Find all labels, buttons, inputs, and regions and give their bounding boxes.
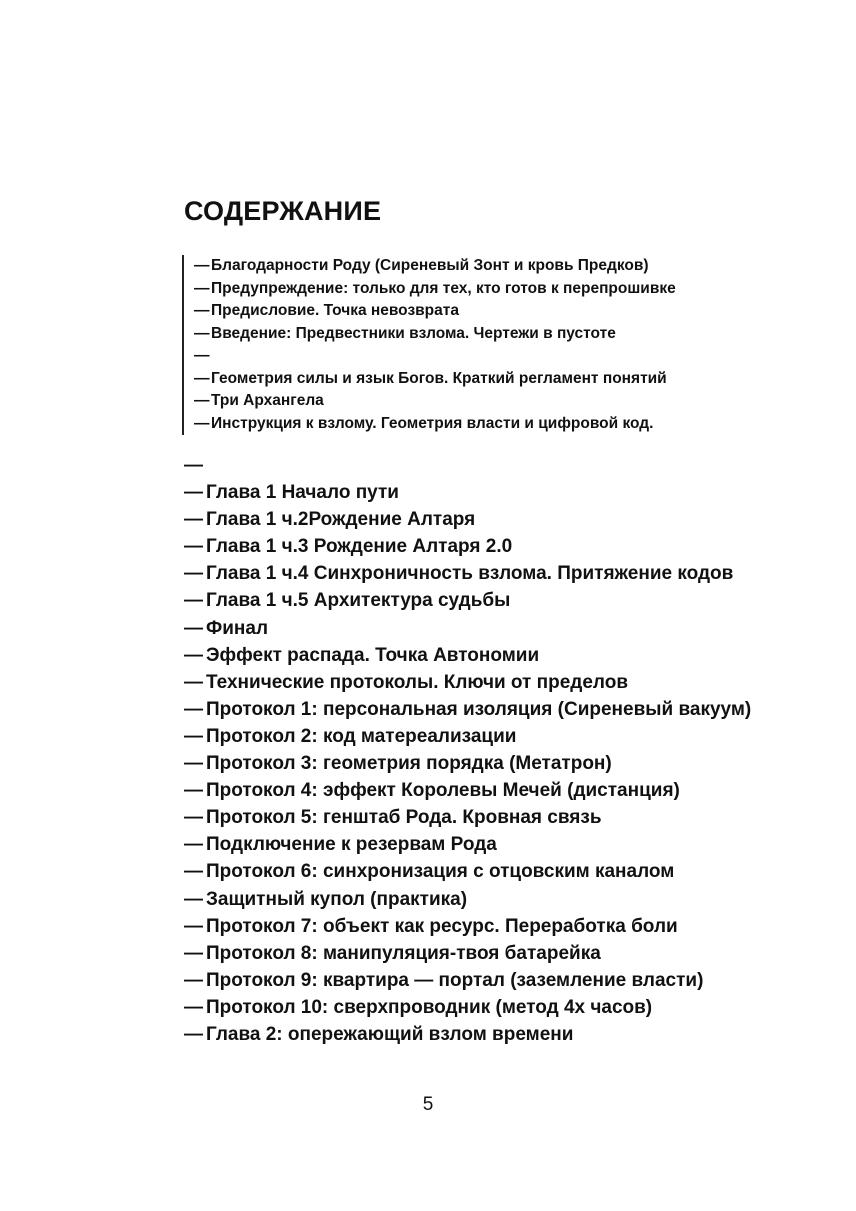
toc-item — [184, 642, 784, 669]
toc-item — [184, 452, 784, 479]
toc-item-label: Финал — [206, 617, 269, 639]
dash: — — [184, 942, 203, 964]
toc-item-label: Протокол 6: синхронизация с отцовским каналом — [206, 861, 675, 883]
toc-item-label: Глава 1 ч.3 Рождение Алтаря 2.0 — [206, 536, 513, 558]
dash: — — [184, 563, 203, 585]
dash: — — [194, 324, 210, 342]
toc-item — [184, 994, 784, 1021]
intro-list — [182, 255, 714, 435]
intro-item-label: Благодарности Роду (Сиреневый Зонт и кровь Предков) — [211, 257, 649, 274]
dash: — — [184, 753, 203, 775]
dash: — — [194, 302, 210, 319]
intro-item-label: Предисловие. Точка невозврата — [211, 302, 459, 319]
dash: — — [194, 347, 210, 364]
dash: — — [184, 455, 203, 476]
dash: — — [184, 725, 203, 747]
toc-item — [184, 615, 784, 642]
dash: — — [194, 279, 210, 297]
intro-item-label: Инструкция к взлому. Геометрия власти и цифровой код. — [211, 414, 654, 432]
toc-item-label: Эффект распада. Точка Автономии — [206, 644, 540, 666]
dash: — — [184, 536, 203, 558]
toc-item-label: Протокол 3: геометрия порядка (Метатрон) — [206, 753, 612, 775]
dash: — — [184, 698, 203, 720]
dash: — — [184, 969, 203, 991]
toc-item-label: Протокол 1: персональная изоляция (Сиреневый вакуум) — [206, 698, 752, 720]
dash: — — [184, 671, 203, 693]
toc-item — [184, 913, 784, 940]
toc-item-label: Протокол 7: объект как ресурс. Переработка боли — [206, 915, 678, 937]
toc-item-label: Глава 1 ч.4 Синхроничность взлома. Притяжение кодов — [206, 563, 734, 585]
toc-item — [184, 886, 784, 913]
toc-item-label: Глава 2: опережающий взлом времени — [206, 1023, 574, 1045]
toc-item-label: Глава 1 ч.5 Архитектура судьбы — [206, 590, 511, 612]
dash: — — [184, 861, 203, 883]
toc-item — [184, 831, 784, 858]
intro-item — [194, 300, 714, 323]
toc-item — [184, 587, 784, 614]
dash: — — [184, 482, 203, 504]
intro-item — [194, 278, 714, 301]
toc-item-label: Глава 1 Начало пути — [206, 482, 399, 504]
dash: — — [184, 807, 203, 829]
toc-item — [184, 506, 784, 533]
dash: — — [184, 915, 203, 937]
dash: — — [194, 392, 210, 409]
toc-item — [184, 696, 784, 723]
toc-item-label: Протокол 5: генштаб Рода. Кровная связь — [206, 807, 602, 829]
toc-item-label: Протокол 9: квартира — портал (заземление власти) — [206, 969, 704, 991]
toc-item-label: Протокол 8: манипуляция-твоя батарейка — [206, 942, 601, 964]
intro-item — [194, 345, 714, 368]
dash: — — [194, 369, 210, 387]
dash: — — [184, 644, 203, 666]
intro-item-label: Геометрия силы и язык Богов. Краткий регламент понятий — [211, 369, 667, 387]
dash: — — [184, 1023, 203, 1045]
dash: — — [184, 996, 203, 1018]
toc-item — [184, 967, 784, 994]
intro-item — [194, 255, 714, 278]
intro-item — [194, 413, 714, 436]
toc-item-label: Глава 1 ч.2Рождение Алтаря — [206, 509, 476, 531]
page-title: СОДЕРЖАНИЕ — [184, 196, 382, 226]
dash: — — [184, 617, 203, 639]
toc-item-label: Защитный купол (практика) — [206, 888, 468, 910]
dash: — — [194, 414, 210, 432]
toc-item — [184, 804, 784, 831]
page-number: 5 — [422, 1094, 434, 1115]
intro-item — [194, 323, 714, 346]
dash: — — [184, 834, 203, 856]
toc-item — [184, 750, 784, 777]
toc-item-label: Протокол 4: эффект Королевы Мечей (дистанция) — [206, 780, 680, 802]
toc-item — [184, 533, 784, 560]
intro-item-label: Три Архангела — [211, 392, 324, 409]
toc-item — [184, 1021, 784, 1048]
toc-item-label: Технические протоколы. Ключи от пределов — [206, 671, 629, 693]
intro-item-label: Введение: Предвестники взлома. Чертежи в пустоте — [211, 324, 616, 342]
toc-item-label: Протокол 10: сверхпроводник (метод 4х часов) — [206, 996, 653, 1018]
toc-item — [184, 777, 784, 804]
dash: — — [184, 888, 203, 910]
intro-item-label: Предупреждение: только для тех, кто готов к перепрошивке — [211, 279, 676, 297]
dash: — — [194, 257, 210, 274]
toc-item — [184, 858, 784, 885]
toc-item-label: Протокол 2: код матереализации — [206, 725, 517, 747]
toc-item — [184, 940, 784, 967]
intro-item — [194, 368, 714, 391]
toc-list — [184, 452, 784, 1048]
toc-item — [184, 479, 784, 506]
dash: — — [184, 780, 203, 802]
toc-item — [184, 669, 784, 696]
intro-item — [194, 390, 714, 413]
toc-item — [184, 560, 784, 587]
dash: — — [184, 509, 203, 531]
toc-item-label: Подключение к резервам Рода — [206, 834, 497, 856]
dash: — — [184, 590, 203, 612]
toc-item — [184, 723, 784, 750]
